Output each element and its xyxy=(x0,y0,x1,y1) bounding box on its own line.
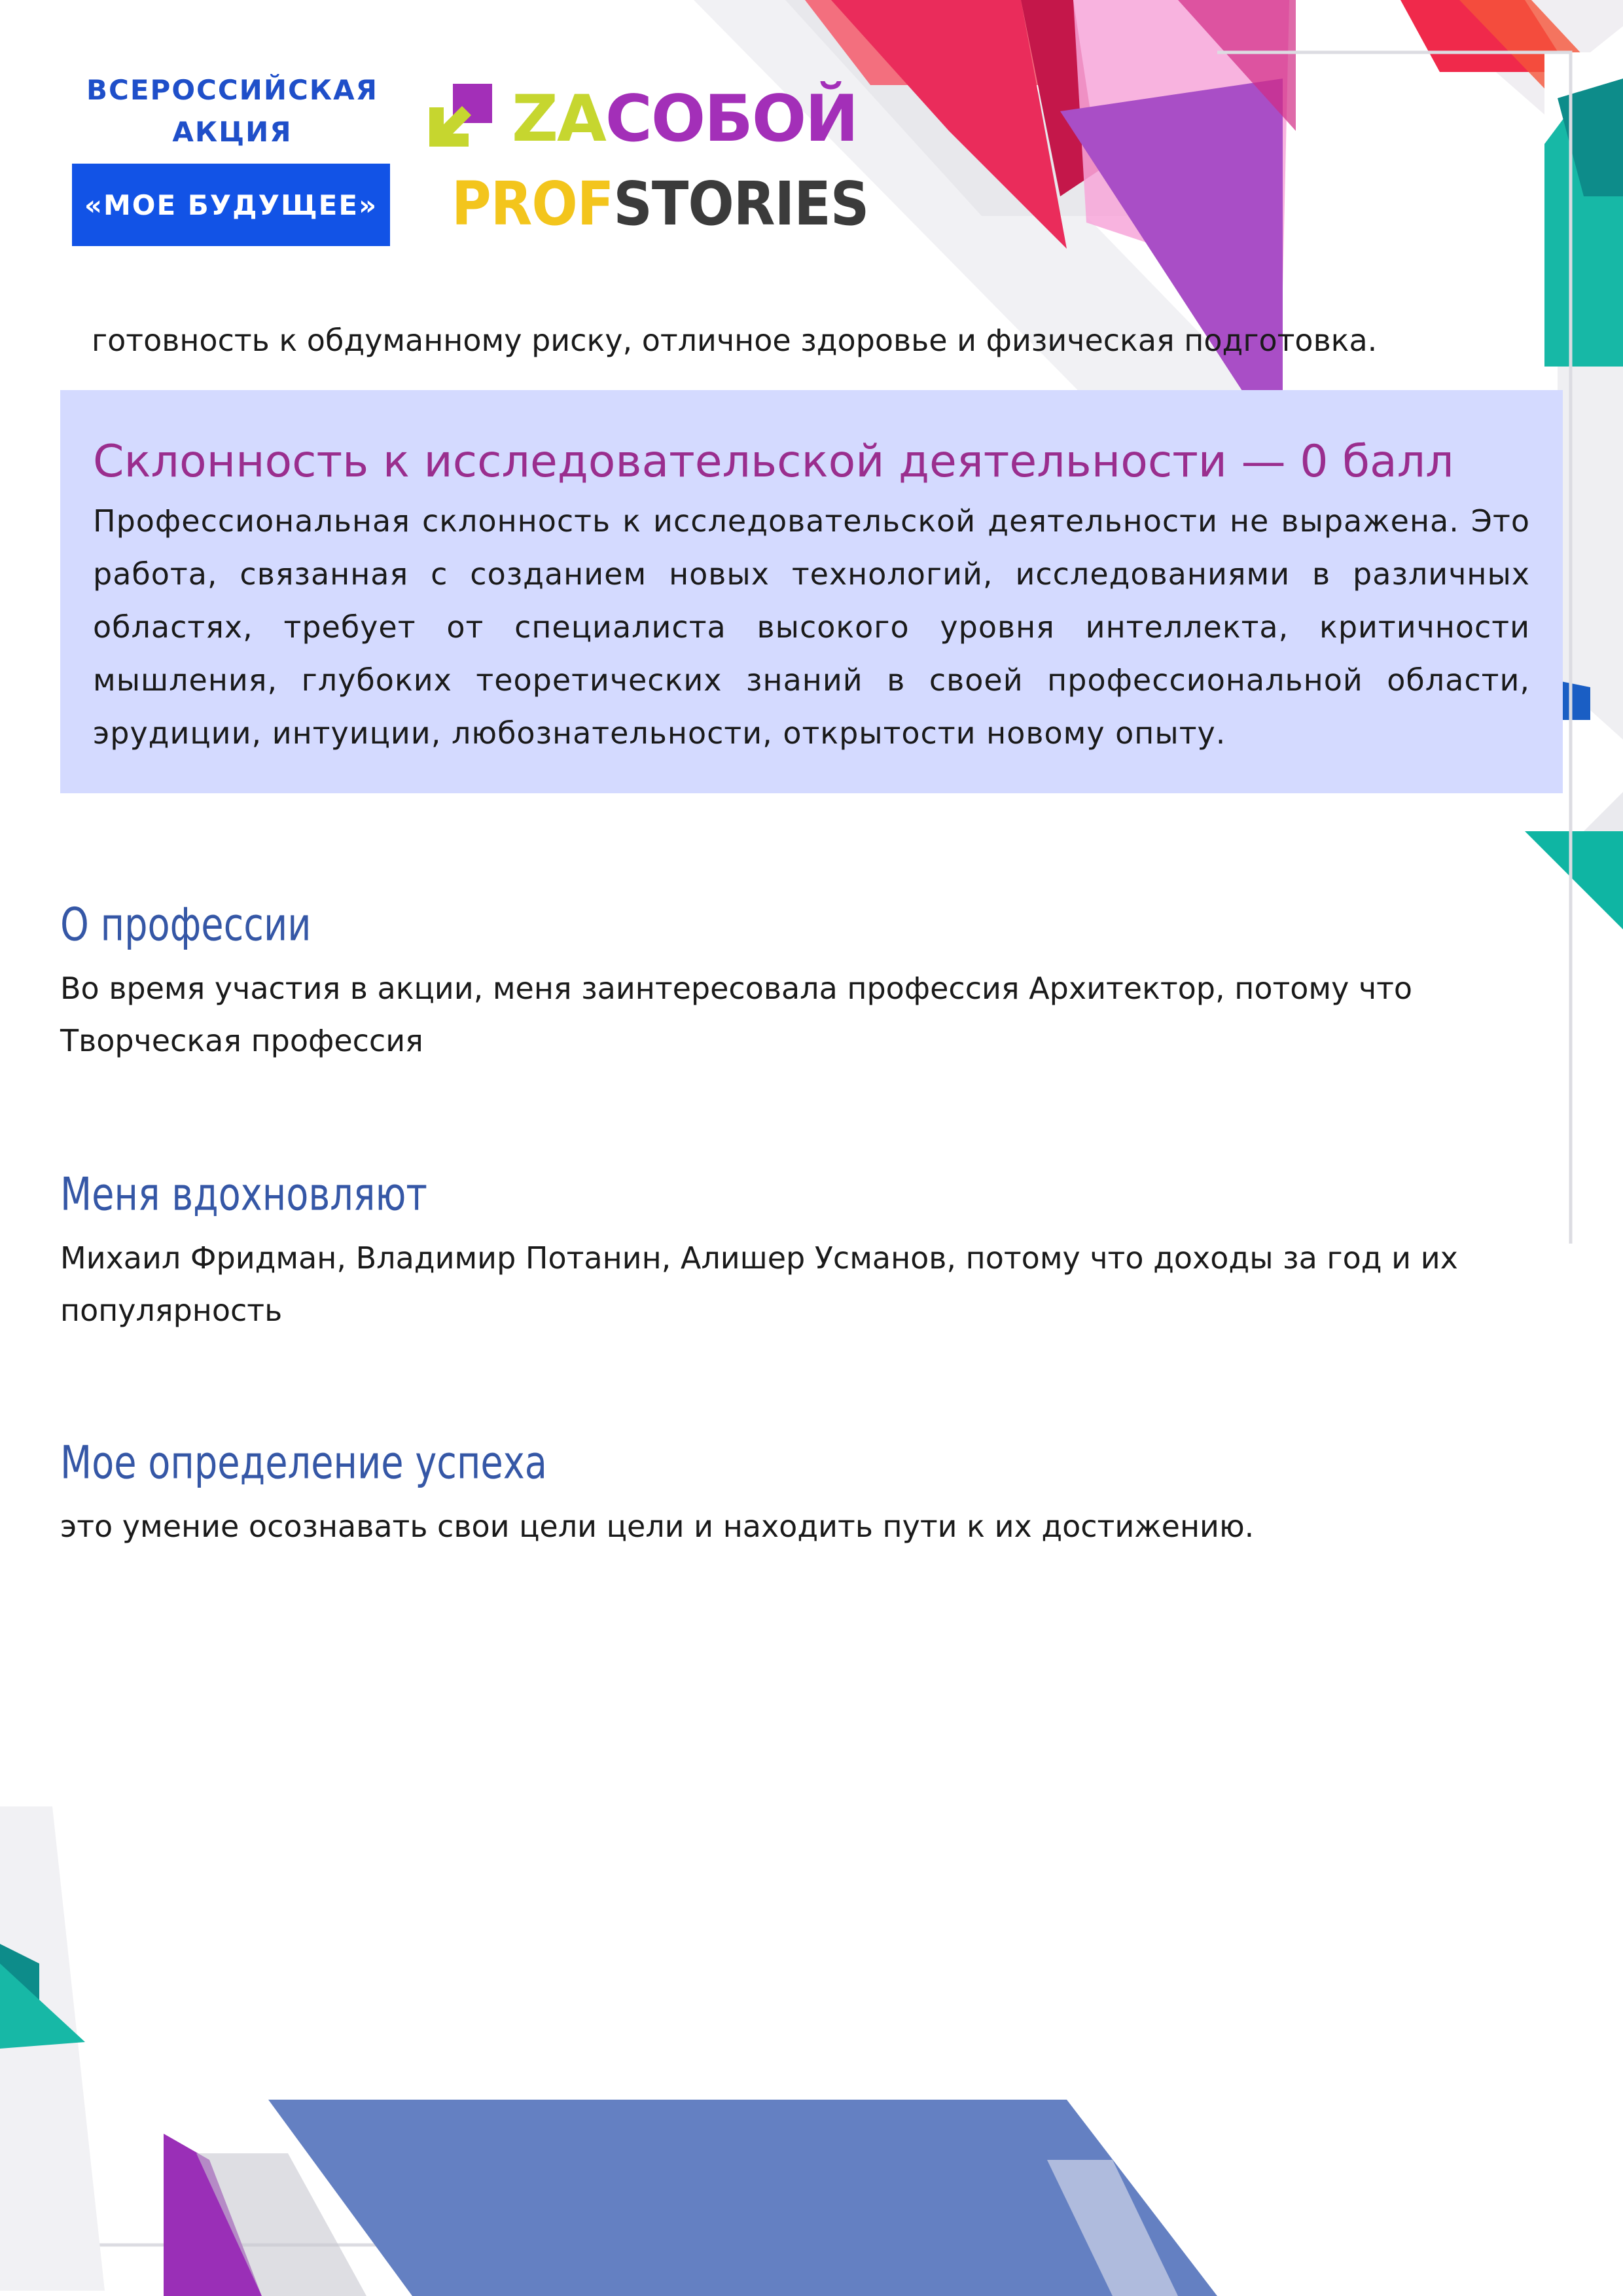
deco-stripe-gray-bl xyxy=(0,1806,105,2291)
profstories-logo-prof: PROF xyxy=(452,169,614,239)
zacoboy-logo-za: ZA xyxy=(512,82,605,156)
section-heading: О профессии xyxy=(60,897,312,952)
section-success-definition xyxy=(60,1433,1533,1552)
section-text: это умение осознавать свои цели цели и находить пути к их достижению. xyxy=(60,1509,1255,1544)
section-heading: Меня вдохновляют xyxy=(60,1167,427,1221)
profstories-logo xyxy=(452,171,868,237)
zacoboy-logo-cob: СОБОЙ xyxy=(605,82,858,156)
deco-teal-triangle xyxy=(1525,831,1623,929)
research-aptitude-panel xyxy=(60,390,1563,793)
section-text: Михаил Фридман, Владимир Потанин, Алишер Усманов, потому что доходы за год и их популярность xyxy=(60,1240,1458,1328)
zacoboy-logo-text xyxy=(512,82,858,156)
akcia-title-line1: ВСЕРОССИЙСКАЯ xyxy=(86,74,378,106)
akcia-badge: «МОЕ БУДУЩЕЕ» xyxy=(72,164,390,246)
research-aptitude-title: Склонность к исследовательской деятельности — 0 балл xyxy=(93,436,1454,488)
akcia-title-line2: АКЦИЯ xyxy=(172,116,293,148)
section-inspired-by xyxy=(60,1165,1533,1336)
profstories-logo-stories: STORIES xyxy=(613,169,869,239)
research-aptitude-text: Профессиональная склонность к исследовательской деятельности не выражена. Это работа, связанная с созданием новых технологий, исследованиями в различных областях, требует от специалиста высокого уровня интеллекта, критичности мышления, глубоких теоретических знаний в своей профессиональной области, эрудиции, интуиции, любознательности, открытости новому опыту. xyxy=(93,503,1530,751)
section-heading: Мое определение успеха xyxy=(60,1435,547,1490)
zacoboy-arrow-icon xyxy=(429,84,492,147)
section-about-profession xyxy=(60,895,1533,1067)
continuation-text: готовность к обдуманному риску, отличное здоровье и физическая подготовка. xyxy=(92,323,1378,358)
akcia-title xyxy=(72,69,393,153)
section-text: Во время участия в акции, меня заинтересовала профессия Архитектор, потому что Творческая профессия xyxy=(60,971,1413,1058)
